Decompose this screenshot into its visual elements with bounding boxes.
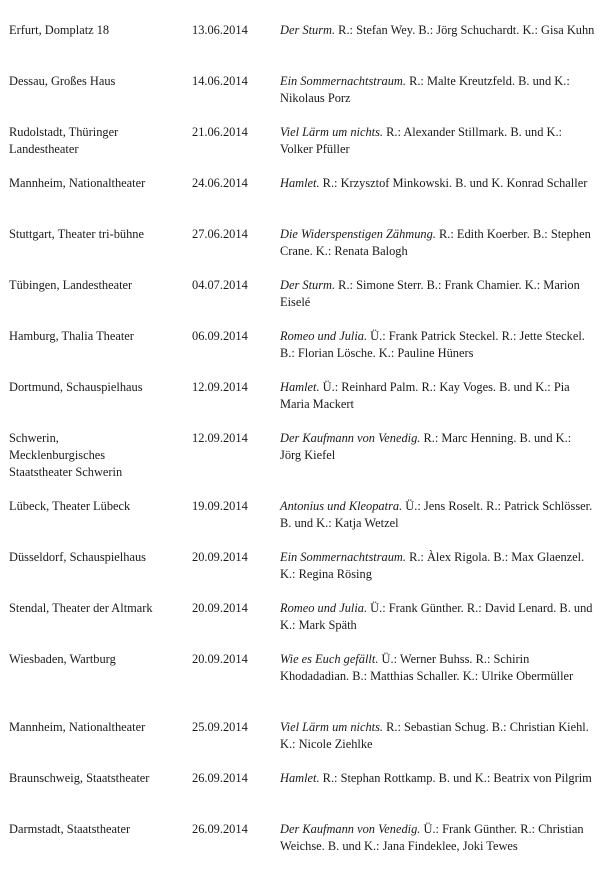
- credits: Ü.: Jens Roselt. R.: Patrick Schlösser. B. und K.: Katja Wetzel: [280, 499, 593, 530]
- venue: Lübeck, Theater Lübeck: [9, 499, 131, 513]
- production-info: [280, 600, 595, 634]
- play-title: Der Sturm.: [280, 23, 336, 37]
- production-info: [280, 328, 595, 362]
- credits: R.: Malte Kreutzfeld. B. und K.: Nikolaus Porz: [280, 74, 570, 105]
- credits: R.: Àlex Rigola. B.: Max Glaenzel. K.: Regina Rösing: [280, 550, 585, 581]
- credits: Ü.: Frank Patrick Steckel. R.: Jette Steckel. B.: Florian Lösche. K.: Pauline Hüners: [280, 329, 585, 360]
- credits: R.: Stephan Rottkamp. B. und K.: Beatrix von Pilgrim: [319, 771, 592, 785]
- venue: Braunschweig, Staatstheater: [9, 771, 150, 785]
- date: 25.09.2014: [192, 720, 248, 734]
- credits: R.: Krzysztof Minkowski. B. und K. Konrad Schaller: [319, 176, 588, 190]
- venue: Dessau, Großes Haus: [9, 74, 116, 88]
- venue: Stendal, Theater der Altmark: [9, 601, 153, 615]
- credits: Ü.: Frank Günther. R.: David Lenard. B. und K.: Mark Späth: [280, 601, 593, 632]
- play-title: Hamlet.: [280, 380, 320, 394]
- production-info: [280, 719, 595, 753]
- date: 12.09.2014: [192, 380, 248, 394]
- production-info: [280, 22, 595, 39]
- date: 24.06.2014: [192, 176, 248, 190]
- credits: Ü.: Reinhard Palm. R.: Kay Voges. B. und K.: Pia Maria Mackert: [280, 380, 570, 411]
- venue: Düsseldorf, Schauspielhaus: [9, 550, 146, 564]
- date: 19.09.2014: [192, 499, 248, 513]
- venue: Mannheim, Nationaltheater: [9, 720, 146, 734]
- play-title: Der Sturm.: [280, 278, 336, 292]
- date: 12.09.2014: [192, 431, 248, 445]
- credits: R.: Marc Henning. B. und K.: Jörg Kiefel: [280, 431, 572, 462]
- credits: R.: Alexander Stillmark. B. und K.: Volker Pfüller: [280, 125, 562, 156]
- date: 13.06.2014: [192, 23, 248, 37]
- venue: Hamburg, Thalia Theater: [9, 329, 134, 343]
- play-title: Romeo und Julia.: [280, 329, 368, 343]
- play-title: Wie es Euch gefällt.: [280, 652, 379, 666]
- date: 21.06.2014: [192, 125, 248, 139]
- play-title: Die Widerspenstigen Zähmung.: [280, 227, 436, 241]
- production-info: [280, 175, 595, 192]
- date: 26.09.2014: [192, 771, 248, 785]
- credits: Ü.: Frank Günther. R.: Christian Weichse. B. und K.: Jana Findeklee, Joki Tewes: [280, 822, 584, 853]
- production-info: [280, 430, 595, 464]
- date: 04.07.2014: [192, 278, 248, 292]
- venue: Erfurt, Domplatz 18: [9, 23, 110, 37]
- production-info: [280, 277, 595, 311]
- play-title: Hamlet.: [280, 176, 320, 190]
- play-title: Viel Lärm um nichts.: [280, 125, 384, 139]
- date: 20.09.2014: [192, 601, 248, 615]
- venue: Dortmund, Schauspielhaus: [9, 380, 143, 394]
- play-title: Ein Sommernachtstraum.: [280, 74, 406, 88]
- credits: R.: Sebastian Schug. B.: Christian Kiehl. K.: Nicole Ziehlke: [280, 720, 589, 751]
- date: 20.09.2014: [192, 652, 248, 666]
- play-title: Romeo und Julia.: [280, 601, 368, 615]
- date: 14.06.2014: [192, 74, 248, 88]
- play-title: Viel Lärm um nichts.: [280, 720, 384, 734]
- date: 06.09.2014: [192, 329, 248, 343]
- play-title: Ein Sommernachtstraum.: [280, 550, 406, 564]
- venue: Darmstadt, Staatstheater: [9, 822, 131, 836]
- play-title: Antonius und Kleopatra.: [280, 499, 403, 513]
- production-info: [280, 821, 595, 855]
- production-info: [280, 73, 595, 107]
- production-info: [280, 549, 595, 583]
- play-title: Hamlet.: [280, 771, 320, 785]
- play-title: Der Kaufmann von Venedig.: [280, 822, 421, 836]
- venue: Stuttgart, Theater tri-bühne: [9, 227, 144, 241]
- date: 27.06.2014: [192, 227, 248, 241]
- venue: Schwerin, Mecklenburgisches Staatstheater Schwerin: [9, 431, 123, 479]
- credits: R.: Stefan Wey. B.: Jörg Schuchardt. K.: Gisa Kuhn: [335, 23, 595, 37]
- venue: Rudolstadt, Thüringer Landestheater: [9, 125, 119, 156]
- venue: Wiesbaden, Wartburg: [9, 652, 116, 666]
- venue: Tübingen, Landestheater: [9, 278, 133, 292]
- date: 26.09.2014: [192, 822, 248, 836]
- production-info: [280, 124, 595, 158]
- production-info: [280, 379, 595, 413]
- credits: R.: Edith Koerber. B.: Stephen Crane. K.: Renata Balogh: [280, 227, 591, 258]
- credits: R.: Simone Sterr. B.: Frank Chamier. K.: Marion Eiselé: [280, 278, 580, 309]
- production-info: [280, 498, 595, 532]
- production-info: [280, 226, 595, 260]
- venue: Mannheim, Nationaltheater: [9, 176, 146, 190]
- credits: Ü.: Werner Buhss. R.: Schirin Khodadadian. B.: Matthias Schaller. K.: Ulrike Obermüller: [280, 652, 574, 683]
- date: 20.09.2014: [192, 550, 248, 564]
- production-info: [280, 770, 595, 787]
- production-info: [280, 651, 595, 685]
- play-title: Der Kaufmann von Venedig.: [280, 431, 421, 445]
